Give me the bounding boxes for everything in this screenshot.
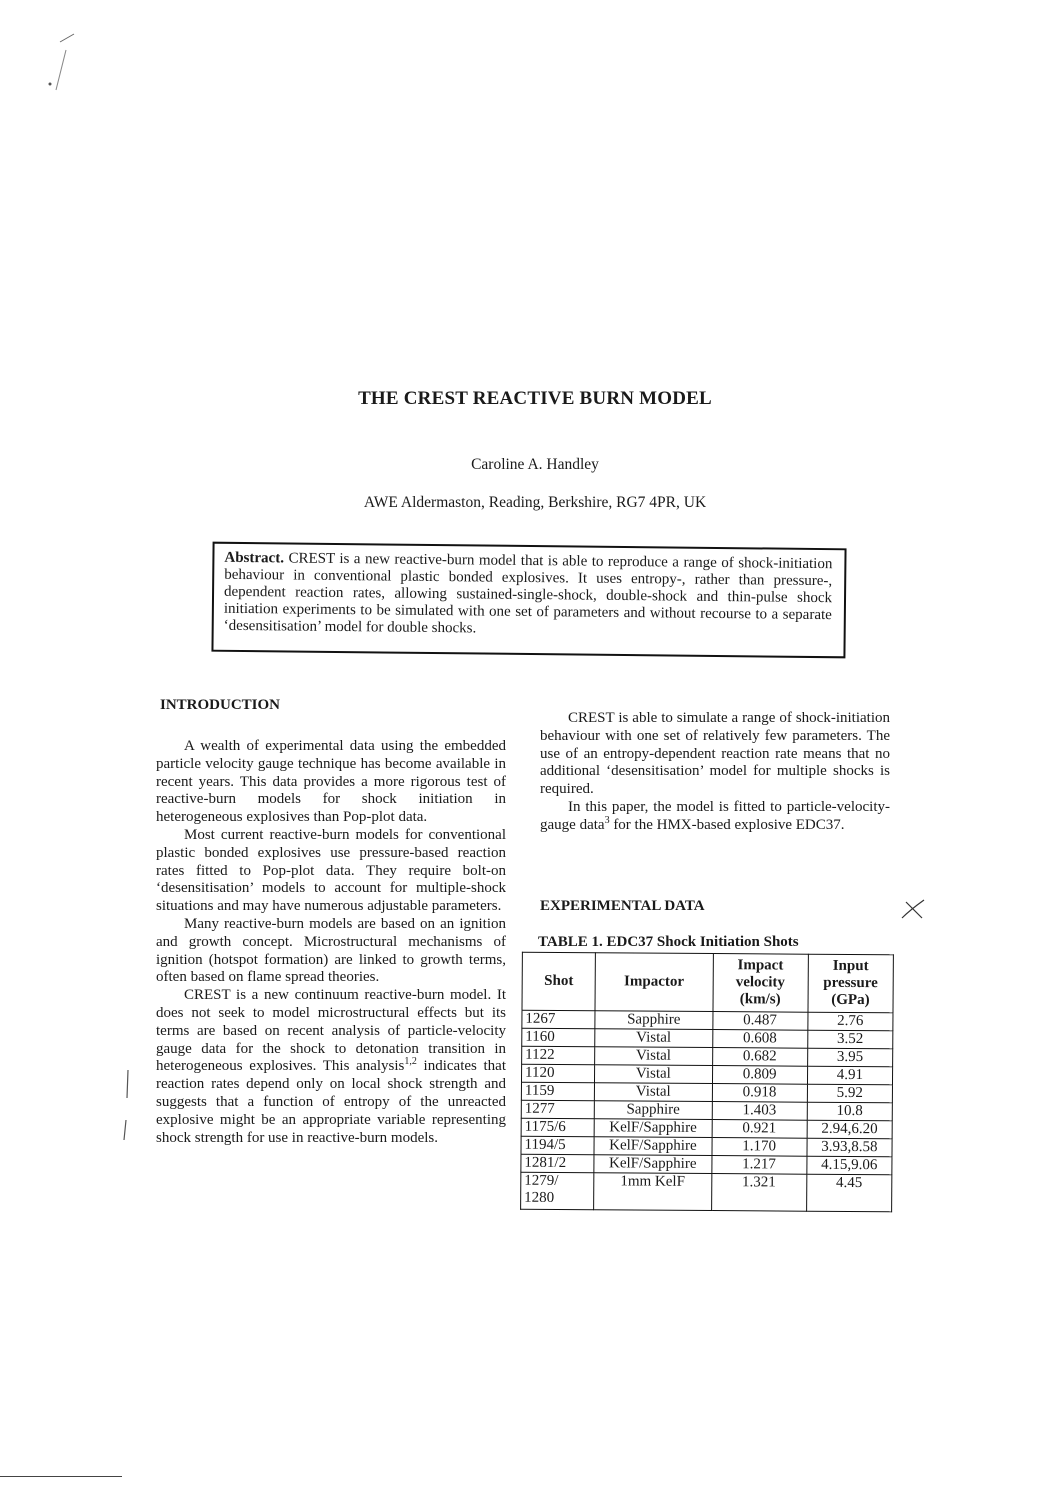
table-caption: TABLE 1. EDC37 Shock Initiation Shots	[538, 934, 799, 950]
left-column	[156, 738, 506, 1147]
cell-impactor: KelF/Sapphire	[594, 1119, 711, 1138]
cell-input-pressure: 2.76	[808, 1012, 893, 1031]
intro-paragraph-4	[156, 987, 506, 1147]
introduction-heading: INTRODUCTION	[160, 697, 281, 713]
cell-input-pressure: 4.45	[806, 1174, 892, 1212]
cell-shot: 1122	[522, 1046, 595, 1065]
intro-paragraph-1: A wealth of experimental data using the embedded particle velocity gauge technique has become available in recent years. This data provides a more rigorous test of reactive-burn models for shock initiation in heterogeneous explosives than Pop-plot data.	[156, 738, 506, 826]
cell-shot: 1279/ 1280	[521, 1172, 594, 1210]
cell-impactor: 1mm KelF	[594, 1173, 712, 1211]
cell-input-pressure: 3.95	[807, 1048, 892, 1067]
table-body	[521, 1010, 893, 1212]
cell-impact-velocity: 0.487	[712, 1012, 807, 1031]
cell-impactor: Vistal	[595, 1047, 712, 1066]
header-impactor: Impactor	[595, 953, 713, 1012]
cell-impact-velocity: 1.321	[711, 1174, 807, 1212]
cell-shot: 1120	[521, 1064, 594, 1083]
citation-superscript: 3	[604, 814, 610, 826]
cell-impactor: Sapphire	[594, 1101, 711, 1120]
scan-edge-line	[0, 1476, 122, 1477]
cell-impactor: KelF/Sapphire	[594, 1155, 711, 1174]
cell-impact-velocity: 1.170	[711, 1138, 806, 1157]
cell-impact-velocity: 0.921	[712, 1120, 807, 1139]
cell-input-pressure: 2.94,6.20	[807, 1120, 892, 1139]
citation-superscript: 1,2	[404, 1056, 417, 1068]
right-paragraph-2	[540, 799, 890, 835]
intro-paragraph-4-part-b: indicates that reaction rates depend only on local shock strength and suggests that a function of entropy of the unreacted explosive might be an appropriate variable representing shock strength for use in reactive-burn models.	[156, 1058, 506, 1146]
right-paragraph-1: CREST is able to simulate a range of shock-initiation behaviour with one set of relatively few parameters. The use of an entropy-dependent reaction rate means that no additional ‘desensitisation’ model for multiple shocks is required.	[540, 710, 890, 798]
cell-impactor: Vistal	[595, 1083, 712, 1102]
right-paragraph-2-part-b: for the HMX-based explosive EDC37.	[609, 816, 845, 833]
cell-shot: 1281/2	[521, 1154, 594, 1173]
header-input-pressure: Input pressure (GPa)	[808, 954, 894, 1013]
cell-input-pressure: 4.15,9.06	[807, 1156, 892, 1175]
experimental-data-heading: EXPERIMENTAL DATA	[540, 898, 705, 914]
cell-impact-velocity: 0.682	[712, 1048, 807, 1067]
cell-shot: 1160	[522, 1028, 595, 1047]
header-impact-velocity: Impact velocity (km/s)	[712, 954, 808, 1013]
cell-input-pressure: 3.93,8.58	[807, 1138, 892, 1157]
intro-paragraph-3: Many reactive-burn models are based on an ignition and growth concept. Microstructural mechanisms of ignition (hotspot formation) are linked to growth terms, often based on flame spread theories.	[156, 915, 506, 986]
cell-shot: 1194/5	[521, 1136, 594, 1155]
cell-impactor: Vistal	[595, 1065, 712, 1084]
abstract-lead: Abstract.	[224, 549, 285, 567]
table-header-row	[522, 952, 893, 1013]
abstract-text: CREST is a new reactive-burn model that is able to reproduce a range of shock-initiation behaviour in conventional plastic bonded explosives. It uses entropy-, rather than pressure-, dependent reaction rates, allowing sustained-single-shock, double-shock and thin-pulse shock initiation experiments to be simulated with one set of parameters and without recourse to a separate ‘desensitisation’ model for double shocks.	[223, 550, 833, 637]
cell-impactor: Sapphire	[595, 1011, 712, 1030]
intro-paragraph-4-part-a: CREST is a new continuum reactive-burn model. It does not seek to model microstructural effects but its terms are based on recent analysis of particle-velocity gauge data for the shock to detonation transition in heterogeneous explosives. This analysis	[156, 987, 506, 1075]
scan-mark-top-left	[40, 20, 90, 100]
author-affiliation: AWE Aldermaston, Reading, Berkshire, RG7 4PR, UK	[363, 494, 707, 511]
cell-impactor: Vistal	[595, 1029, 712, 1048]
shots-table	[520, 952, 894, 1213]
cell-impact-velocity: 0.608	[712, 1030, 807, 1049]
paper-title: THE CREST REACTIVE BURN MODEL	[358, 388, 712, 409]
cell-impact-velocity: 1.403	[712, 1102, 807, 1121]
cell-shot: 1175/6	[521, 1118, 594, 1137]
header-shot: Shot	[522, 952, 596, 1011]
cell-impactor: KelF/Sapphire	[594, 1137, 711, 1156]
cell-impact-velocity: 1.217	[711, 1156, 806, 1175]
cell-impact-velocity: 0.918	[712, 1084, 807, 1103]
cell-input-pressure: 3.52	[807, 1030, 892, 1049]
cell-input-pressure: 5.92	[807, 1084, 892, 1103]
table-row	[521, 1172, 892, 1212]
author-name: Caroline A. Handley	[471, 456, 599, 473]
cell-shot: 1277	[521, 1100, 594, 1119]
right-column	[540, 710, 890, 835]
right-paragraph-2-part-a: In this paper, the model is fitted to particle-velocity-gauge data	[540, 798, 890, 833]
cell-input-pressure: 4.91	[807, 1066, 892, 1085]
cell-shot: 1267	[522, 1010, 595, 1029]
cell-shot: 1159	[521, 1082, 594, 1101]
pen-mark-left-margin	[118, 1068, 134, 1148]
cross-mark-icon	[898, 896, 928, 922]
intro-paragraph-2: Most current reactive-burn models for conventional plastic bonded explosives use pressure-based reaction rates fitted to Pop-plot data. They require bolt-on ‘desensitisation’ models to account for multiple-shock situations and may have numerous adjustable parameters.	[156, 826, 506, 915]
cell-impact-velocity: 0.809	[712, 1066, 807, 1085]
abstract-box	[211, 542, 846, 659]
cell-input-pressure: 10.8	[807, 1102, 892, 1121]
